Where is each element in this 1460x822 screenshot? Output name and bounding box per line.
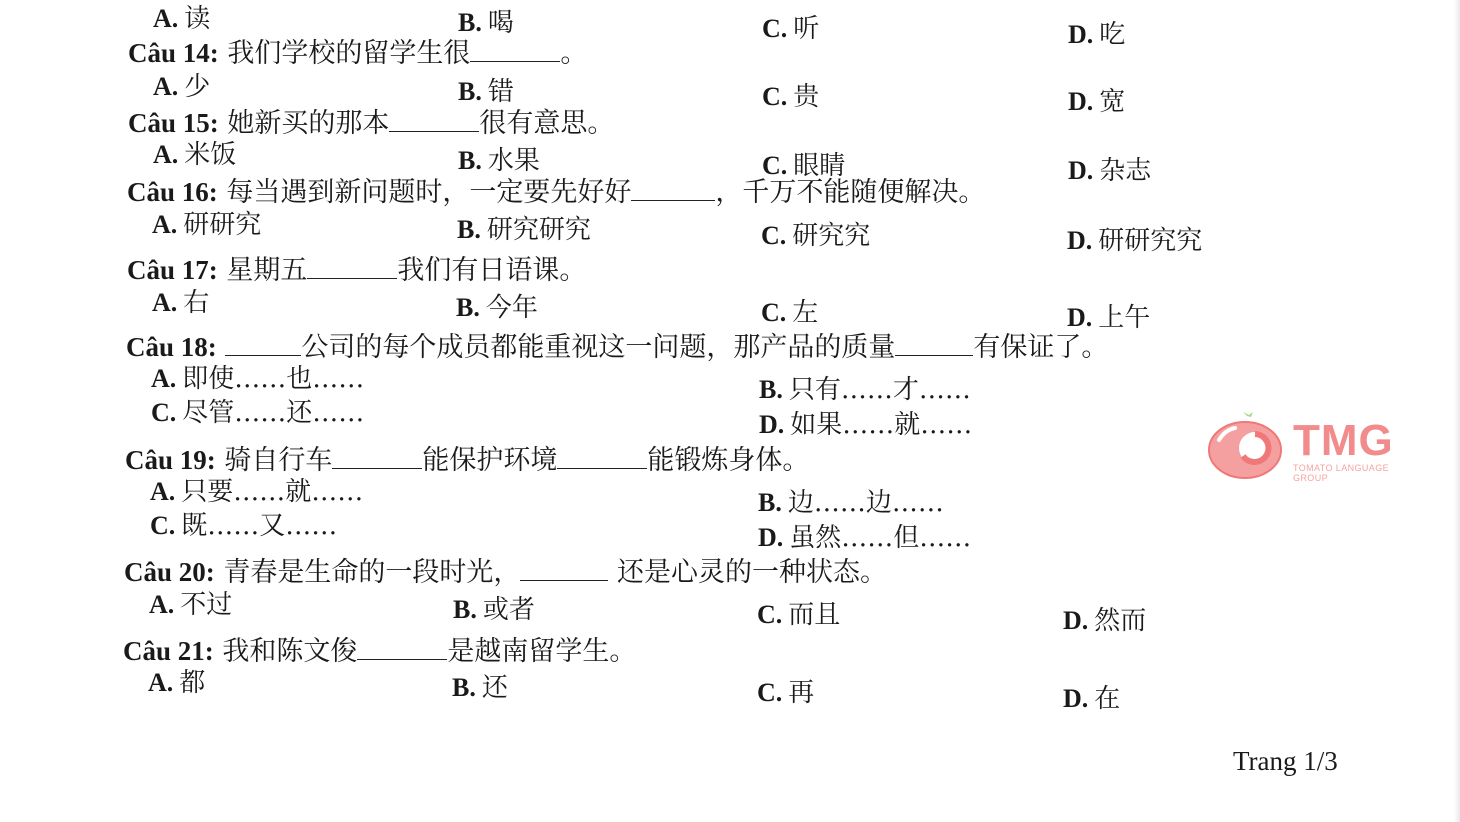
logo-subtitle: TOMATO LANGUAGE GROUP (1293, 463, 1390, 483)
answer-blank (389, 113, 479, 132)
option-16-b: B. 研究研究 (457, 215, 591, 245)
option-14-c: C. 贵 (762, 82, 820, 112)
page-number: Trang 1/3 (1233, 746, 1338, 776)
option-13-a: A. 读 (153, 4, 211, 34)
option-20-b: B. 或者 (453, 595, 535, 625)
option-18-b: B. 只有……才…… (759, 375, 971, 405)
option-21-c: C. 再 (757, 678, 815, 708)
option-14-b: B. 错 (458, 77, 514, 107)
option-15-d: D. 杂志 (1068, 156, 1152, 186)
question-18: Câu 18: 公司的每个成员都能重视这一问题，那产品的质量 有保证了。 (126, 332, 1109, 363)
option-17-c: C. 左 (761, 298, 819, 328)
option-21-d: D. 在 (1063, 684, 1121, 714)
option-15-b: B. 水果 (458, 146, 540, 176)
answer-blank (470, 43, 560, 62)
answer-blank (895, 337, 973, 356)
answer-blank (357, 641, 447, 660)
option-16-a: A. 研研究 (152, 210, 262, 240)
option-21-a: A. 都 (148, 668, 206, 698)
option-14-a: A. 少 (153, 72, 211, 102)
option-20-d: D. 然而 (1063, 606, 1147, 636)
question-17: Câu 17: 星期五 我们有日语课。 (127, 255, 587, 286)
option-18-d: D. 如果……就…… (759, 410, 973, 440)
question-16: Câu 16: 每当遇到新问题时，一定要先好好 ，千万不能随便解决。 (127, 177, 986, 208)
question-21: Câu 21: 我和陈文俊 是越南留学生。 (123, 636, 637, 667)
option-19-a: A. 只要……就…… (150, 477, 364, 507)
question-20: Câu 20: 青春是生命的一段时光， 还是心灵的一种状态。 (124, 557, 887, 588)
option-19-b: B. 边……边…… (758, 488, 944, 518)
option-13-d: D. 吃 (1068, 20, 1126, 50)
tmg-logo (1205, 412, 1410, 482)
answer-blank (631, 182, 715, 201)
option-17-b: B. 今年 (456, 293, 538, 323)
option-17-d: D. 上午 (1067, 303, 1151, 333)
option-18-c: C. 尽管……还…… (151, 398, 365, 428)
logo-text: TMG (1293, 416, 1394, 465)
answer-blank (520, 562, 608, 581)
question-19: Câu 19: 骑自行车 能保护环境 能锻炼身体。 (125, 445, 810, 476)
option-15-c: C. 眼睛 (762, 151, 846, 181)
question-14: Câu 14: 我们学校的留学生很 。 (128, 38, 588, 69)
option-19-c: C. 既……又…… (150, 511, 338, 541)
page-edge (1454, 0, 1460, 822)
answer-blank (225, 337, 301, 356)
option-17-a: A. 右 (152, 288, 210, 318)
answer-blank (332, 450, 422, 469)
option-13-c: C. 听 (762, 14, 820, 44)
option-16-c: C. 研究究 (761, 221, 871, 251)
answer-blank (557, 450, 647, 469)
tomato-icon (1205, 412, 1291, 482)
option-20-a: A. 不过 (149, 590, 233, 620)
option-21-b: B. 还 (452, 673, 508, 703)
option-20-c: C. 而且 (757, 600, 841, 630)
option-19-d: D. 虽然……但…… (758, 523, 972, 553)
option-16-d: D. 研研究究 (1067, 226, 1203, 256)
option-14-d: D. 宽 (1068, 87, 1126, 117)
option-13-b: B. 喝 (458, 8, 514, 38)
option-15-a: A. 米饭 (153, 140, 237, 170)
answer-blank (307, 260, 397, 279)
option-18-a: A. 即使……也…… (151, 364, 365, 394)
question-15: Câu 15: 她新买的那本 很有意思。 (128, 108, 615, 139)
